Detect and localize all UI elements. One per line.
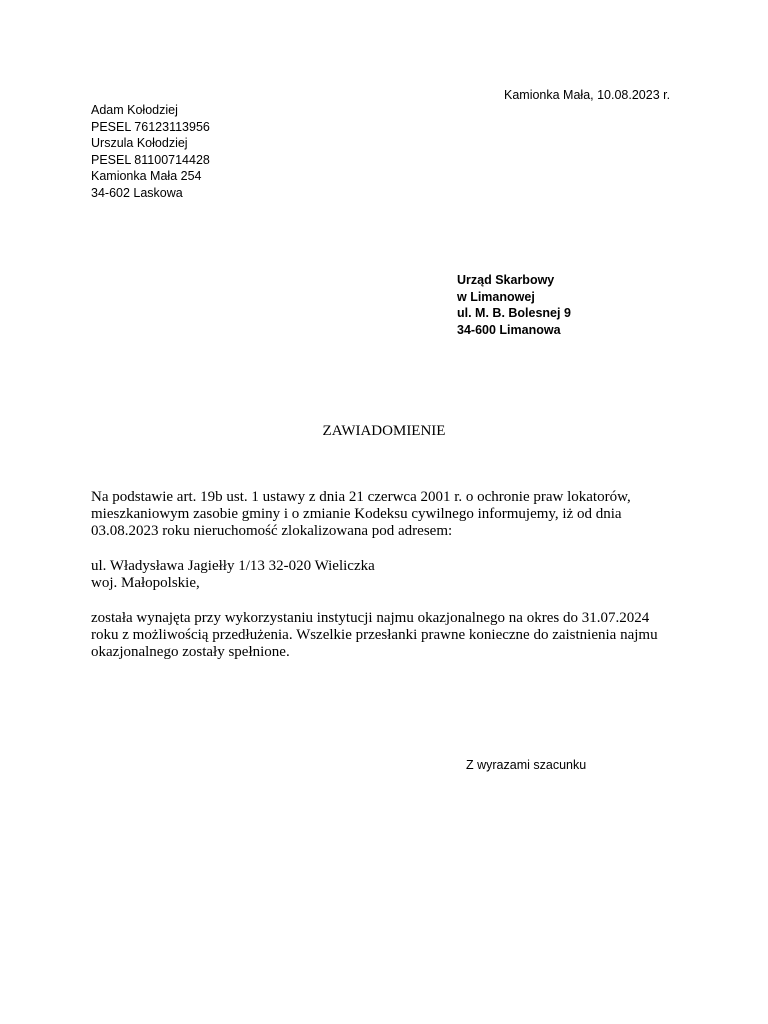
sender-name-1: Adam Kołodziej (91, 103, 178, 117)
sender-postal-city: 34-602 Laskowa (91, 185, 183, 200)
date-line: Kamionka Mała, 10.08.2023 r. (504, 88, 671, 102)
paragraph-spacer (91, 540, 691, 558)
paragraph-2-line-1: została wynajęta przy wykorzystaniu instytucji najmu okazjonalnego na okres do 31.07.2024 (91, 610, 650, 626)
recipient-office: Urząd Skarbowy (457, 273, 555, 287)
property-address-line-1: ul. Władysława Jagiełły 1/13 32-020 Wieliczka (91, 558, 375, 574)
paragraph-spacer (91, 592, 691, 610)
document-body (91, 489, 691, 661)
sender-pesel-2: PESEL 81100714428 (91, 152, 210, 167)
sender-street: Kamionka Mała 254 (91, 169, 202, 183)
paragraph-2-line-2: roku z możliwością przedłużenia. Wszelkie przesłanki prawne konieczne do zaistnienia najmu (91, 627, 658, 643)
paragraph-1-line-2: mieszkaniowym zasobie gminy i o zmianie Kodeksu cywilnego informujemy, iż od dnia (91, 506, 622, 522)
recipient-postal-city: 34-600 Limanowa (457, 322, 561, 337)
closing-line: Z wyrazami szacunku (466, 758, 587, 772)
recipient-block (457, 272, 571, 338)
document-title: ZAWIADOMIENIE (322, 423, 446, 439)
property-address-line-2: woj. Małopolskie, (91, 575, 200, 591)
recipient-office-city: w Limanowej (457, 289, 535, 304)
sender-pesel-1: PESEL 76123113956 (91, 119, 210, 134)
paragraph-2-line-3: okazjonalnego zostały spełnione. (91, 644, 290, 660)
paragraph-1-line-1: Na podstawie art. 19b ust. 1 ustawy z dnia 21 czerwca 2001 r. o ochronie praw lokatorów, (91, 489, 631, 505)
sender-name-2: Urszula Kołodziej (91, 136, 188, 150)
recipient-street: ul. M. B. Bolesnej 9 (457, 306, 571, 320)
sender-block (91, 102, 210, 201)
paragraph-1-line-3: 03.08.2023 roku nieruchomość zlokalizowana pod adresem: (91, 523, 453, 539)
